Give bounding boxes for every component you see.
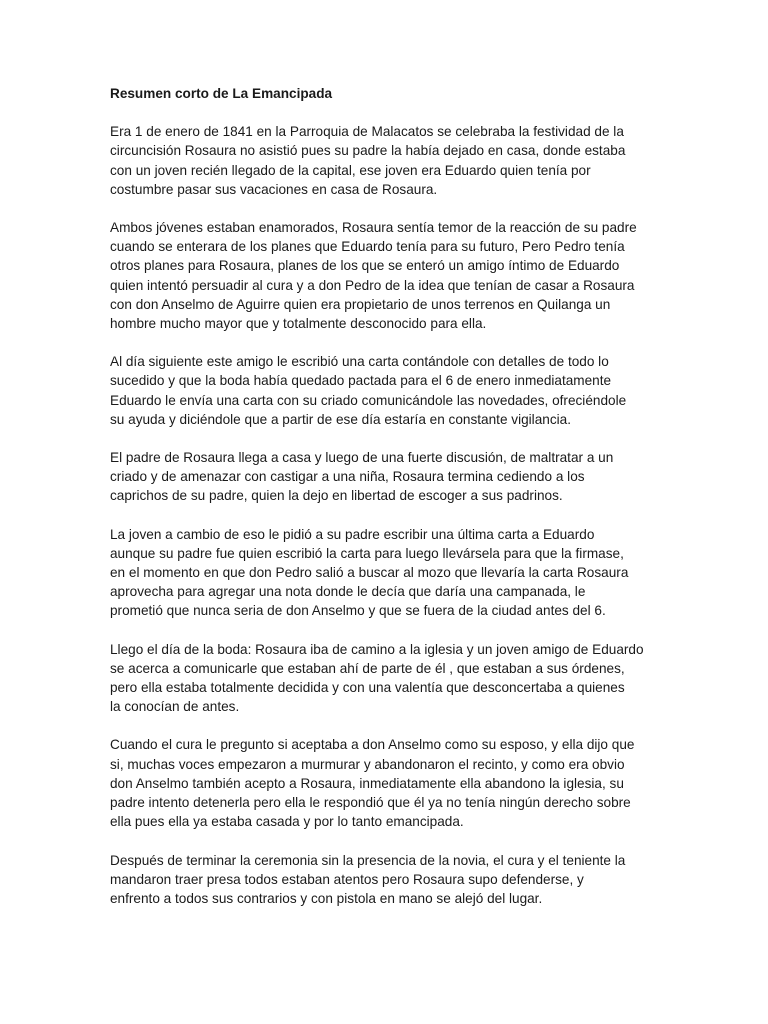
paragraph-line: con un joven recién llegado de la capital, ese joven era Eduardo quien tenía por	[110, 162, 591, 178]
paragraph-line: pero ella estaba totalmente decidida y con una valentía que desconcertaba a quienes	[110, 680, 625, 696]
paragraph-line: El padre de Rosaura llega a casa y luego de una fuerte discusión, de maltratar a un	[110, 450, 614, 466]
paragraph-line: Al día siguiente este amigo le escribió una carta contándole con detalles de todo lo	[110, 354, 609, 370]
paragraph-7	[110, 735, 668, 831]
paragraph-line: costumbre pasar sus vacaciones en casa de Rosaura.	[110, 181, 438, 197]
paragraph-line: si, muchas voces empezaron a murmurar y abandonaron el recinto, y como era obvio	[110, 756, 625, 772]
paragraph-line: Ambos jóvenes estaban enamorados, Rosaura sentía temor de la reacción de su padre	[110, 220, 637, 236]
paragraph-line: Llego el día de la boda: Rosaura iba de camino a la iglesia y un joven amigo de Eduardo	[110, 641, 644, 657]
paragraph-line: prometió que nunca seria de don Anselmo y que se fuera de la ciudad antes del 6.	[110, 603, 606, 619]
paragraph-line: su ayuda y diciéndole que a partir de ese día estaría en constante vigilancia.	[110, 411, 571, 427]
paragraph-line: don Anselmo también acepto a Rosaura, inmediatamente ella abandono la iglesia, su	[110, 775, 624, 791]
paragraph-line: La joven a cambio de eso le pidió a su padre escribir una última carta a Eduardo	[110, 526, 595, 542]
paragraph-1	[110, 122, 668, 199]
paragraph-3	[110, 352, 668, 429]
paragraph-line: Cuando el cura le pregunto si aceptaba a don Anselmo como su esposo, y ella dijo que	[110, 737, 635, 753]
document-title: Resumen corto de La Emancipada	[110, 86, 333, 101]
paragraph-line: sucedido y que la boda había quedado pactada para el 6 de enero inmediatamente	[110, 373, 612, 389]
paragraph-line: cuando se enterara de los planes que Eduardo tenía para su futuro, Pero Pedro tenía	[110, 239, 625, 255]
paragraph-line: en el momento en que don Pedro salió a buscar al mozo que llevaría la carta Rosaura	[110, 565, 629, 581]
paragraph-line: hombre mucho mayor que y totalmente desconocido para ella.	[110, 316, 487, 332]
paragraph-line: caprichos de su padre, quien la dejo en libertad de escoger a sus padrinos.	[110, 488, 563, 504]
paragraph-line: mandaron traer presa todos estaban atentos pero Rosaura supo defenderse, y	[110, 871, 584, 887]
paragraph-5	[110, 525, 668, 621]
paragraph-6	[110, 640, 668, 717]
paragraph-line: la conocían de antes.	[110, 699, 240, 715]
paragraph-line: criado y de amenazar con castigar a una niña, Rosaura termina cediendo a los	[110, 469, 585, 485]
paragraph-line: Después de terminar la ceremonia sin la presencia de la novia, el cura y el teniente la	[110, 852, 626, 868]
paragraph-line: quien intentó persuadir al cura y a don Pedro de la idea que tenían de casar a Rosaura	[110, 277, 635, 293]
paragraph-line: aprovecha para agregar una nota donde le decía que daría una campanada, le	[110, 584, 586, 600]
paragraph-line: se acerca a comunicarle que estaban ahí de parte de él , que estaban a sus órdenes,	[110, 660, 625, 676]
paragraph-line: Era 1 de enero de 1841 en la Parroquia de Malacatos se celebraba la festividad de la	[110, 124, 624, 140]
paragraph-line: padre intento detenerla pero ella le respondió que él ya no tenía ningún derecho sobre	[110, 795, 631, 811]
paragraph-line: aunque su padre fue quien escribió la carta para luego llevársela para que la firmase,	[110, 545, 624, 561]
paragraph-line: otros planes para Rosaura, planes de los que se enteró un amigo íntimo de Eduardo	[110, 258, 620, 274]
paragraph-line: con don Anselmo de Aguirre quien era propietario de unos terrenos en Quilanga un	[110, 296, 611, 312]
paragraph-4	[110, 448, 668, 506]
paragraph-line: ella pues ella ya estaba casada y por lo tanto emancipada.	[110, 814, 464, 830]
paragraph-line: Eduardo le envía una carta con su criado comunicándole las novedades, ofreciéndole	[110, 392, 627, 408]
paragraph-line: enfrento a todos sus contrarios y con pistola en mano se alejó del lugar.	[110, 890, 543, 906]
paragraph-8	[110, 851, 668, 909]
paragraph-line: circuncisión Rosaura no asistió pues su padre la había dejado en casa, donde estaba	[110, 143, 626, 159]
paragraph-2	[110, 218, 668, 333]
